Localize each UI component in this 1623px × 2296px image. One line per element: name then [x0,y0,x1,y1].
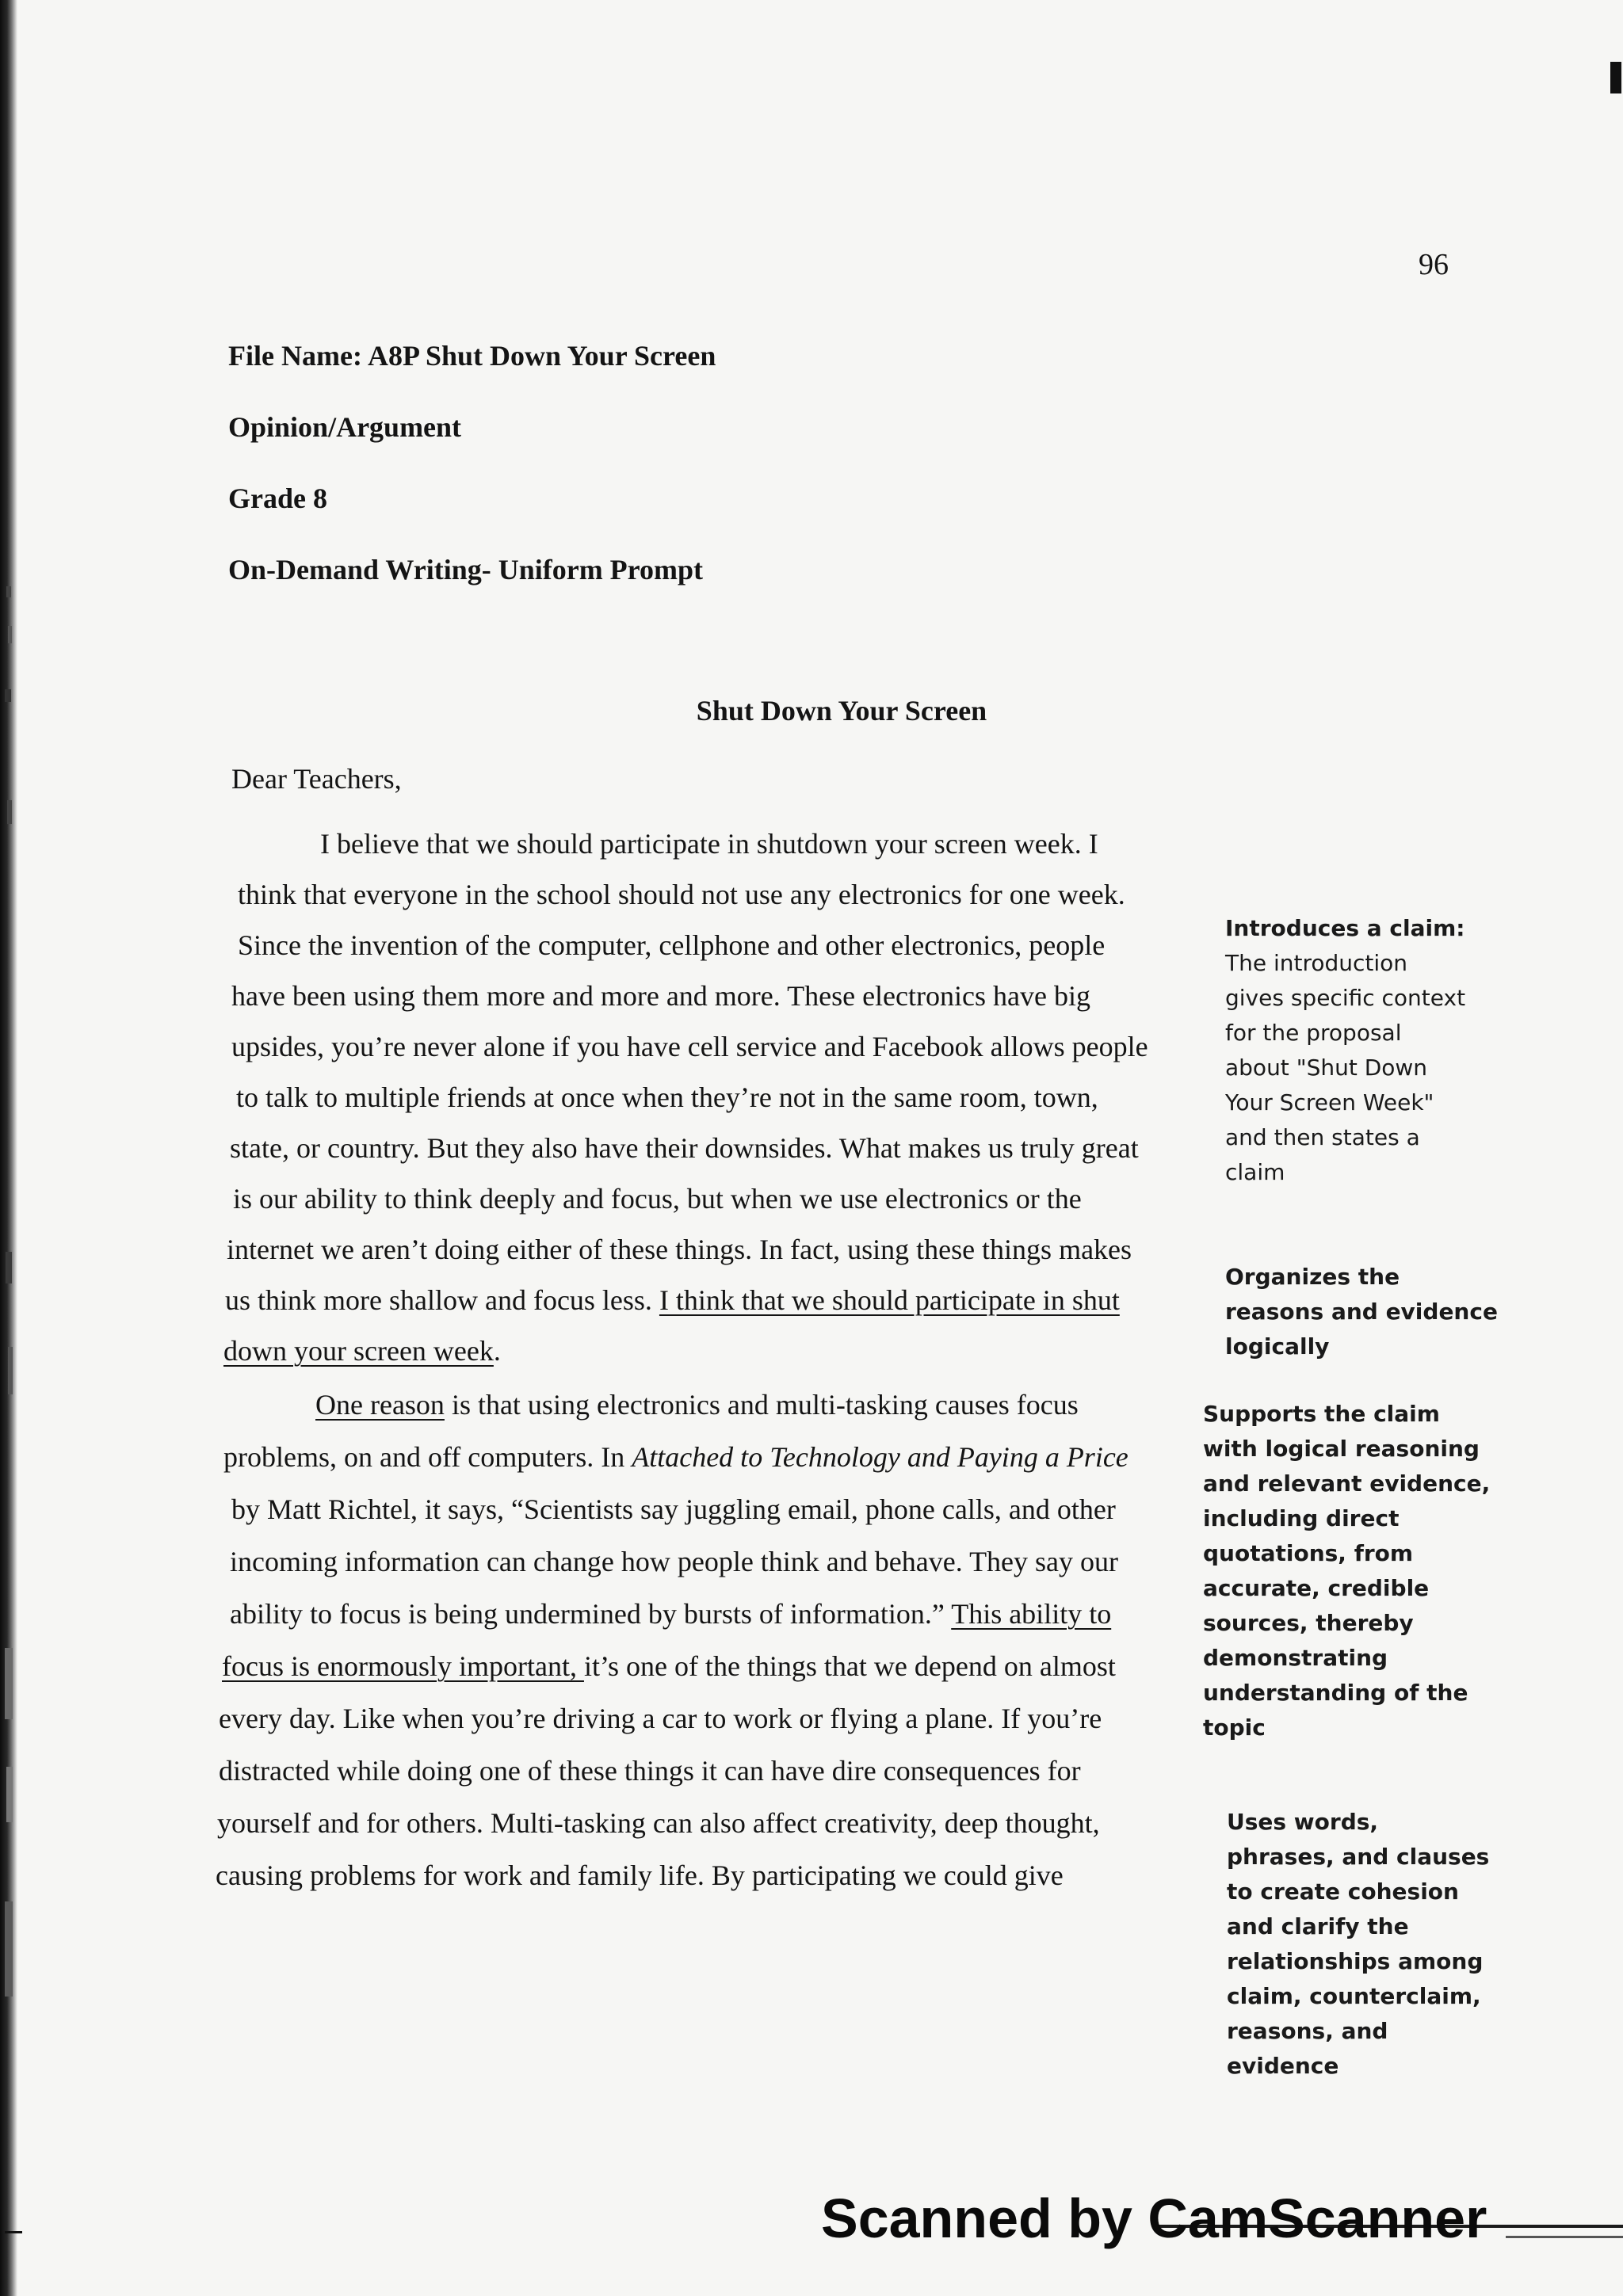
scanner-watermark: Scanned by CamScanner [821,2187,1487,2249]
essay-line: internet we aren’t doing either of these things. In fact, using these things makes [227,1234,1132,1265]
annotation-organization: Organizes the reasons and evidence logically [1225,1264,1498,1360]
essay-line: state, or country. But they also have their downsides. What makes us truly great [230,1132,1139,1164]
claim-statement-end: down your screen week [223,1335,494,1367]
annotation-evidence: Supports the claim with logical reasoning and relevant evidence, including direct quotations, from accurate, credible sources, thereby demonstrating understanding of the topic [1203,1401,1491,1741]
essay-line: think that everyone in the school should not use any electronics for one week. [238,879,1125,910]
claim-statement: I think that we should participate in shut [659,1284,1120,1316]
essay-line [230,1597,1111,1630]
grade-heading: Grade 8 [228,482,327,514]
genre-heading: Opinion/Argument [228,411,462,443]
essay-line [222,1650,1116,1683]
essay-line [225,1283,1120,1317]
transition-phrase: One reason [315,1389,445,1421]
essay-line: upsides, you’re never alone if you have cell service and Facebook allows people [231,1031,1148,1062]
essay-text: ability to focus is being undermined by bursts of information.” [230,1598,952,1630]
salutation: Dear Teachers, [231,763,402,795]
page-number: 96 [1419,248,1449,281]
essay-line: causing problems for work and family life. By participating we could give [216,1859,1064,1891]
transition-phrase: This ability to [951,1598,1112,1630]
essay-line: I believe that we should participate in shutdown your screen week. I [320,828,1098,860]
essay-title: Shut Down Your Screen [696,695,987,727]
essay-line: Since the invention of the computer, cellphone and other electronics, people [238,929,1106,961]
scan-bottom-tick [5,2231,22,2233]
prompt-type-heading: On-Demand Writing- Uniform Prompt [228,554,703,585]
essay-text: . [493,1335,501,1367]
scan-edge-specks [0,0,32,2296]
essay-text: us think more shallow and focus less. [225,1284,659,1316]
scan-corner-mark [1610,62,1621,93]
essay-text: is that using electronics and multi-tasking causes focus [444,1389,1079,1421]
essay-text: problems, on and off computers. In [223,1441,632,1473]
essay-line: incoming information can change how people think and behave. They say our [230,1546,1119,1577]
essay-line [223,1440,1128,1474]
essay-line: to talk to multiple friends at once when they’re not in the same room, town, [236,1081,1098,1113]
annotation-claim-lead: Introduces a claim: [1225,915,1465,941]
essay-line: distracted while doing one of these things it can have dire consequences for [219,1755,1081,1787]
essay-line [315,1388,1079,1421]
source-title: Attached to Technology and Paying a Price [632,1441,1128,1473]
essay-line: by Matt Richtel, it says, “Scientists say juggling email, phone calls, and other [231,1493,1116,1525]
essay-line: have been using them more and more and more. These electronics have big [231,980,1090,1012]
annotation-claim [1225,911,1542,1190]
file-name-heading: File Name: A8P Shut Down Your Screen [228,340,716,372]
essay-line: is our ability to think deeply and focus, but when we use electronics or the [233,1183,1082,1215]
footer-rule-secondary [1506,2236,1623,2238]
essay-line [223,1334,501,1367]
transition-phrase: focus is enormously important, [222,1650,584,1682]
annotation-cohesion: Uses words, phrases, and clauses to create cohesion and clarify the relationships among claim, counterclaim, reasons, and evidence [1227,1809,1490,2079]
annotation-claim-body: The introduction gives specific context for the proposal about "Shut Down Your Screen Week" and then states a claim [1225,950,1466,1185]
essay-line: yourself and for others. Multi-tasking can also affect creativity, deep thought, [217,1807,1100,1839]
essay-line: every day. Like when you’re driving a car to work or flying a plane. If you’re [219,1703,1102,1734]
essay-text: it’s one of the things that we depend on almost [583,1650,1116,1682]
